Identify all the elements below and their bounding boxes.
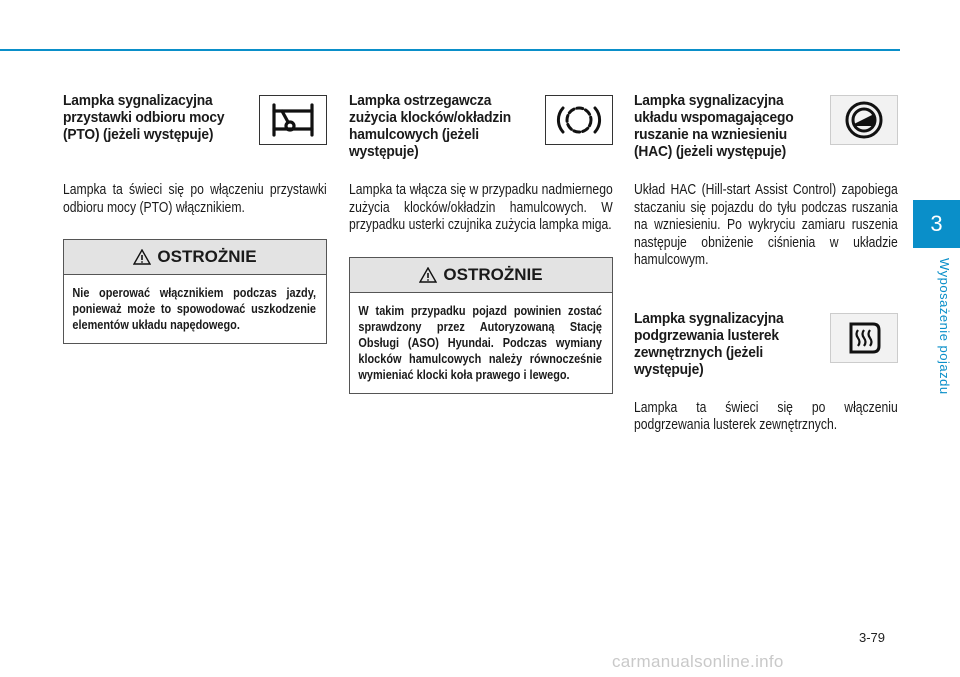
section-body: Lampka ta świeci się po włączeniu podgrzewania lusterek zewnętrznych. xyxy=(634,399,898,433)
pto-icon-graphic xyxy=(268,100,318,140)
caution-header xyxy=(350,258,612,293)
pto-icon xyxy=(259,95,327,145)
brake-wear-icon-graphic xyxy=(554,100,604,140)
brake-wear-icon xyxy=(545,95,613,145)
column-brake-wear xyxy=(349,92,613,394)
caution-box xyxy=(63,239,327,344)
section-heading: Lampka ostrzegawcza zużycia klocków/okładzin hamulcowych (jeżeli występuje) xyxy=(349,92,512,160)
caution-text: Nie operować włącznikiem podczas jazdy, ponieważ może to spowodować uszkodzenie elementów układu napędowego. xyxy=(72,285,317,332)
section-header xyxy=(63,92,327,162)
warning-triangle-icon xyxy=(419,267,437,283)
section-heading: Lampka sygnalizacyjna podgrzewania lusterek zewnętrznych (jeżeli występuje) xyxy=(634,309,784,378)
page-number: 3-79 xyxy=(859,630,886,645)
chapter-title: Wyposażenie pojazdu xyxy=(937,258,952,395)
warning-triangle-icon xyxy=(133,249,151,265)
section-body: Lampka ta włącza się w przypadku nadmiernego zużycia klocków/okładzin hamulcowych. W przypadku usterki czujnika zużycia lampka miga. xyxy=(349,182,613,233)
section-body: Lampka ta świeci się po włączeniu przystawki odbioru mocy (PTO) włącznikiem. xyxy=(63,182,327,216)
section-heading: Lampka sygnalizacyjna układu wspomagającego ruszanie na wzniesieniu (HAC) (jeżeli występuje) xyxy=(634,92,794,160)
section-header xyxy=(634,92,898,162)
caution-header xyxy=(64,240,326,275)
section-header xyxy=(349,92,613,162)
caution-text: W takim przypadku pojazd powinien zostać sprawdzony przez Autoryzowaną Stację Obsługi (ASO) Hyundai. Podczas wymiany klocków hamulcowych należy równocześnie wymieniać klocki koła prawego i lewego. xyxy=(358,302,602,382)
caution-label: OSTROŻNIE xyxy=(443,264,543,284)
section-body: Układ HAC (Hill-start Assist Control) zapobiega staczaniu się pojazdu do tyłu podczas ruszania na wzniesieniu. Po wykryciu zamiaru ruszenia następuje obniżenie ciśnienia w układzie hamulcowym. xyxy=(634,182,898,268)
column-pto xyxy=(63,92,327,344)
hill-start-icon xyxy=(830,95,898,145)
section-heading: Lampka sygnalizacyjna przystawki odbioru mocy (PTO) (jeżeli występuje) xyxy=(63,92,225,143)
section-header xyxy=(634,310,898,380)
column-hac-mirror xyxy=(634,92,898,435)
mirror-heater-icon-graphic xyxy=(839,318,889,358)
caution-box xyxy=(349,257,613,394)
watermark: carmanualsonline.info xyxy=(612,652,784,671)
mirror-heater-icon xyxy=(830,313,898,363)
top-rule xyxy=(0,49,900,51)
hill-start-icon-graphic xyxy=(839,100,889,140)
caution-label: OSTROŻNIE xyxy=(157,247,257,266)
chapter-number-tab[interactable]: 3 xyxy=(913,200,960,248)
mirror-heater-section xyxy=(634,310,898,435)
